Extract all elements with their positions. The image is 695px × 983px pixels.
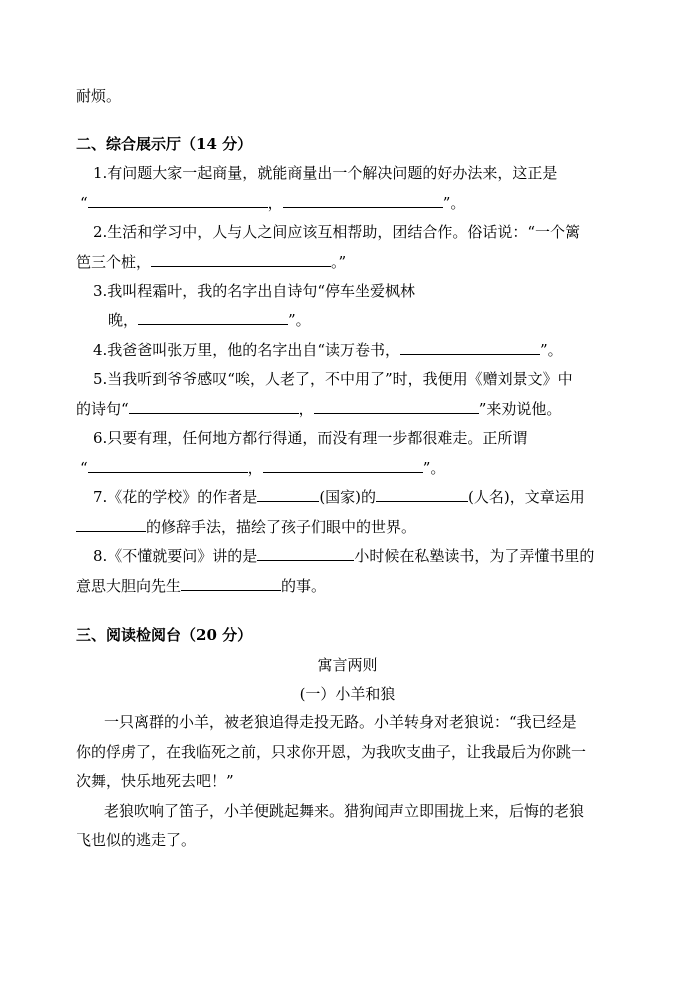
story-paragraph-1-line-1: 一只离群的小羊，被老狼追得走投无路。小羊转身对老狼说：“我已经是: [104, 713, 577, 731]
q6-blank-2[interactable]: [263, 458, 423, 473]
q8-line-1: 8.《不懂就要问》讲的是 小时候在私塾读书，为了弄懂书里的: [93, 547, 595, 565]
story-paragraph-2-line-2: 飞也似的逃走了。: [76, 831, 197, 849]
q7-blank-country[interactable]: [257, 487, 319, 502]
q1-line-2: “ ， ”。: [80, 194, 466, 212]
q8-line-2: 意思大胆向先生 的事。: [76, 577, 327, 595]
section-2-heading: 二、综合展示厅（14 分）: [76, 135, 253, 153]
q5-line-2: 的诗句“ ， ”来劝说他。: [76, 400, 562, 418]
q1-blank-1[interactable]: [88, 193, 268, 208]
q3-blank[interactable]: [138, 310, 288, 325]
q6-blank-1[interactable]: [88, 458, 248, 473]
story-paragraph-1-line-2: 你的俘虏了，在我临死之前，只求你开恩，为我吹支曲子，让我最后为你跳一: [76, 743, 587, 761]
section-3-heading: 三、阅读检阅台（20 分）: [76, 626, 253, 644]
q7-blank-rhetoric[interactable]: [76, 517, 146, 532]
q4-blank[interactable]: [400, 340, 540, 355]
q3-line-1: 3.我叫程霜叶，我的名字出自诗句“停车坐爱枫林: [93, 282, 415, 300]
q7-blank-name[interactable]: [376, 487, 468, 502]
q1-blank-2[interactable]: [283, 193, 443, 208]
q2-blank[interactable]: [151, 252, 331, 267]
q8-blank-person[interactable]: [257, 546, 354, 561]
q5-blank-1[interactable]: [129, 399, 299, 414]
q1-line-1: 1.有问题大家一起商量，就能商量出一个解决问题的好办法来，这正是: [93, 164, 558, 182]
story-paragraph-2-line-1: 老狼吹响了笛子，小羊便跳起舞来。猎狗闻声立即围拢上来，后悔的老狼: [104, 802, 585, 820]
q2-line-1: 2.生活和学习中，人与人之间应该互相帮助，团结合作。俗话说：“一个篱: [93, 223, 580, 241]
q5-blank-2[interactable]: [314, 399, 479, 414]
q3-line-2: 晚， ”。: [108, 311, 311, 329]
q6-line-1: 6.只要有理，任何地方都行得通，而没有理一步都很难走。正所谓: [93, 429, 528, 447]
q8-blank-action[interactable]: [181, 576, 281, 591]
story-paragraph-1-line-3: 次舞，快乐地死去吧！”: [76, 772, 234, 790]
q2-line-2: 笆三个桩， 。”: [76, 253, 347, 271]
q7-line-1: 7.《花的学校》的作者是 (国家)的 (人名)，文章运用: [93, 488, 585, 506]
reading-title: 寓言两则: [317, 656, 378, 674]
q6-line-2: “ ， ”。: [80, 459, 446, 477]
q7-line-2: 的修辞手法，描绘了孩子们眼中的世界。: [76, 517, 416, 537]
reading-subtitle: (一）小羊和狼: [299, 685, 396, 703]
previous-text-tail: 耐烦。: [76, 87, 122, 105]
q4-line: 4.我爸爸叫张万里，他的名字出自“读万卷书， ”。: [93, 341, 563, 359]
q5-line-1: 5.当我听到爷爷感叹“唉，人老了，不中用了”时，我便用《赠刘景文》中: [93, 370, 573, 388]
